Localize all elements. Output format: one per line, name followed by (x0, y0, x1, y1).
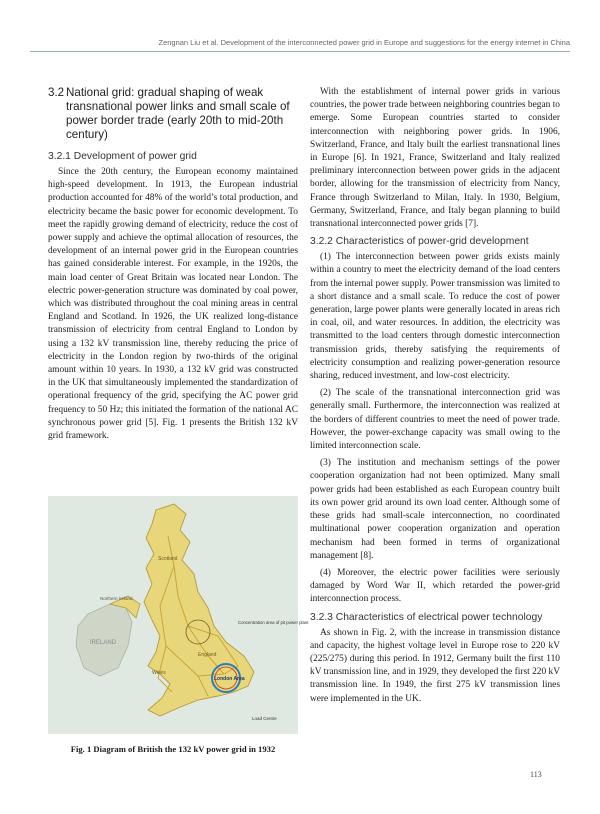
label-scotland: Scotland (158, 556, 178, 562)
label-wales: Wales (152, 670, 166, 676)
section-heading (48, 86, 298, 142)
label-ireland: IRELAND (90, 640, 117, 646)
paragraph: (3) The institution and mechanism settings of the power cooperation organization had not been optimized. Many small power grids had been established as each European country built its own power grid around its own load center. Although some of these grids had small-scale interconnection, no coordinated multinational power cooperation organization and operation mechanism had been formed in terms of organizational management [8]. (310, 458, 560, 561)
paragraph: With the establishment of internal power grids in various countries, the power trade between neighboring countries began to emerge. Some European countries started to consider interconnection with neighboring power grids. In 1906, Switzerland, France, and Italy built the earliest transnational lines in Europe [6]. In 1921, France, Switzerland and Italy realized preliminary interconnection between power grids in the adjacent border, allowing for the transmission of electricity from Nancy, France through Switzerland to Milan, Italy. In 1930, Belgium, Germany, Switzerland, France, and Italy began planning to build transnational interconnected power grids [7]. (310, 87, 560, 230)
paragraph: (1) The interconnection between power grids exists mainly within a country to meet the electricity demand of the load centers from the internal power supply. Power transmission was limited to a short distance and a small scale. To reduce the cost of power generation, large power plants were generally located in areas rich in coal, oil, and water resources. In addition, the electricity was transmitted to the load centers through domestic interconnection transmission grids, thereby satisfying the requirements of electricity consumption and realizing power-generation resource sharing, reduced investment, and low-cost electricity. (310, 252, 560, 382)
label-northern-ireland: Northern Ireland (100, 596, 133, 601)
section-number: 3.2 (48, 86, 65, 99)
subsection-heading-3-2-3: 3.2.3 Characteristics of electrical power technology (310, 611, 543, 623)
page-number: 113 (530, 770, 542, 779)
subsection-heading-3-2-2: 3.2.2 Characteristics of power-grid development (310, 236, 529, 248)
subsection-heading-3-2-1: 3.2.1 Development of power grid (48, 151, 197, 162)
paragraph: (4) Moreover, the electric power facilities were seriously damaged by Word War II, which retarded the power-grid interconnection process. (310, 567, 560, 605)
left-column (48, 86, 298, 447)
header-rule (30, 51, 570, 52)
right-column (310, 86, 560, 710)
label-load-centre: Load Centre (252, 716, 277, 721)
paragraph: Since the 20th century, the European economy maintained high-speed development. In 1913, the European industrial production accounted for 48% of the world’s total production, and electricity became the basic power for economic development. To meet the rapidly growing demand of electricity, reduce the cost of power supply and achieve the optimal allocation of resources, the development of an internal power grid in the European countries has gained considerable interest. For example, in the 1920s, the main load center of Great Britain was located near London. The electric power-generation structure was dominated by coal power, which was distributed throughout the coal mining areas in central England and Scotland. In 1926, the UK realized long-distance transmission of electricity from central England to London by using a 132 kV transmission line, thereby reducing the price of electricity in the London region by two-thirds of the original amount within 10 years. In 1930, a 132 kV grid was constructed in the UK that simultaneously implemented the standardization of operational frequency of the grid, specifying the AC power grid frequency to 50 Hz; this initiated the formation of the national AC synchronous power grid [5]. Fig. 1 presents the British 132 kV grid framework. (48, 167, 298, 442)
label-england: England (198, 652, 217, 658)
running-header: Zengnan Liu et al. Development of the interconnected power grid in Europe and suggestions for the energy internet in China (158, 38, 570, 47)
figure-uk-grid-map (48, 496, 309, 734)
label-concentration: Concentration area of pit power plant (238, 620, 309, 625)
section-title: National grid: gradual shaping of weak transnational power links and small scale of power border trade (early 20th to mid-20th century) (66, 86, 290, 141)
figure-caption: Fig. 1 Diagram of British the 132 kV power grid in 1932 (70, 744, 276, 754)
label-london-area: London Area (214, 676, 245, 682)
paragraph: (2) The scale of the transnational interconnection grid was generally small. Furthermore, the interconnection was realized at the borders of different countries to meet the need of power trade. However, the power-exchange capacity was small owing to the limited interconnection scale. (310, 388, 560, 452)
paragraph: As shown in Fig. 2, with the increase in transmission distance and capacity, the highest voltage level in Europe rose to 220 kV (225/275) during this period. In 1912, Germany built the first 110 kV transmission line, and in 1929, they developed the first 220 kV transmission line. In 1949, the first 275 kV transmission lines were implemented in the UK. (310, 627, 560, 704)
